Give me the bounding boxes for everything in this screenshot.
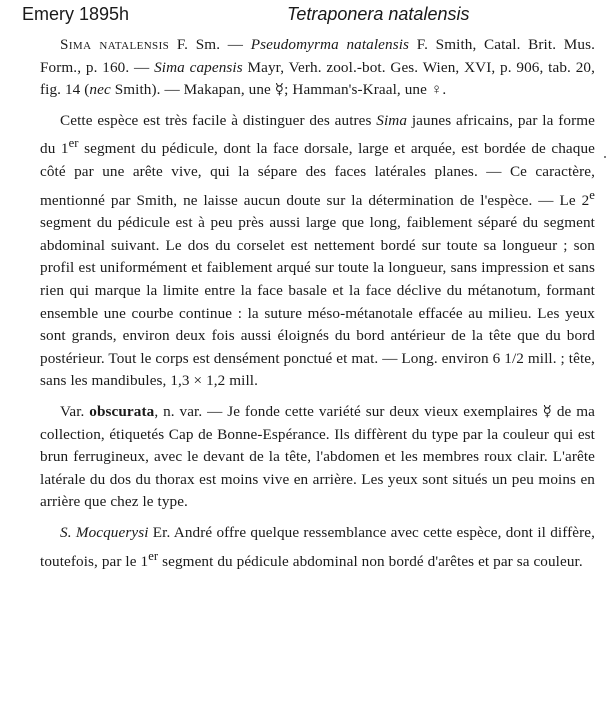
citation-label: Emery 1895h	[22, 4, 130, 24]
text-run: segment du pédicule, dont la face dorsale, large et arquée, est bordée de chaque côté par une arête vive, qui la sépare des faces latérales planes. — Ce caractère, mentionné par Smith, ne laisse aucun doute sur la détermination de l'espèce. — Le 2	[40, 140, 595, 209]
text-run: Var.	[60, 403, 90, 421]
taxon-name: Sima natalensis	[60, 36, 170, 53]
genus-name: Sima	[376, 111, 408, 129]
ordinal-superscript: e	[589, 187, 595, 202]
scan-speck	[604, 156, 606, 158]
text-run: , n. var. — Je fonde cette variété sur deux vieux exemplaires ☿ de ma collection, étiquetés Cap de Bonne-Espérance. Ils diffèrent du type par la couleur qui est brun ferrugineux, avec le devant de la tête, l'abdomen et les membres roux clair. L'arête latérale du dos du thorax est moins vive en arrière. Les yeux sont situés un peu moins en arrière que chez le type.	[40, 403, 595, 511]
text-run: Cette espèce est très facile à distinguer des autres	[60, 111, 377, 129]
text-run: segment du pédicule est à peu près aussi large que long, faiblement séparé du segment abdominal suivant. Le dos du corselet est nettement bordé sur toute sa longueur ; son profil est uniformément et faiblement arqué sur toute la longueur, sans impression et sans rien qui marque la limite entre la face basale et la face déclive du métanotum, formant ensemble une courbe continue : la suture méso-métanotale effacée au milieu. Les yeux sont grands, environ deux fois aussi éloignés du bord antérieur de la tête que du bord postérieur. Tout le corps est densément ponctué et mat. — Long. environ 6 1/2 mill. ; tête, sans les mandibules, 1,3 × 1,2 mill.	[40, 214, 595, 390]
synonymy-paragraph	[40, 34, 595, 102]
variety-paragraph	[40, 401, 595, 514]
ordinal-superscript: er	[148, 548, 159, 563]
species-title: Tetraponera natalensis	[287, 4, 470, 24]
ordinal-superscript: er	[68, 136, 79, 151]
page-header	[22, 4, 602, 30]
italic-term: nec	[89, 81, 111, 99]
text-run: Mayr, Verh. zool.-bot. Ges. Wien, XVI, p. 906, tab. 20, fig. 14 (	[40, 58, 595, 99]
synonym-name: Pseudomyrma natalensis	[250, 36, 410, 53]
text-run: F. Smith, Catal. Brit. Mus. Form., p. 160. —	[40, 36, 595, 76]
comparison-paragraph	[40, 522, 595, 573]
species-name: S. Mocquerysi	[60, 524, 149, 541]
synonym-name: Sima capensis	[154, 58, 243, 76]
text-run: segment du pédicule abdominal non bordé d'arêtes et par sa couleur.	[158, 552, 583, 570]
description-paragraph	[40, 110, 595, 393]
text-run: Smith). — Makapan, une ☿; Hamman's-Kraal, une ♀.	[110, 81, 447, 99]
document-body	[40, 34, 595, 573]
text-run: jaunes africains, par la forme du 1	[40, 111, 595, 158]
text-run: Er. André offre quelque ressemblance avec cette espèce, dont il diffère, toutefois, par le 1	[40, 524, 595, 570]
text-run: F. Sm. —	[169, 36, 251, 53]
variety-name: obscurata	[89, 403, 155, 421]
